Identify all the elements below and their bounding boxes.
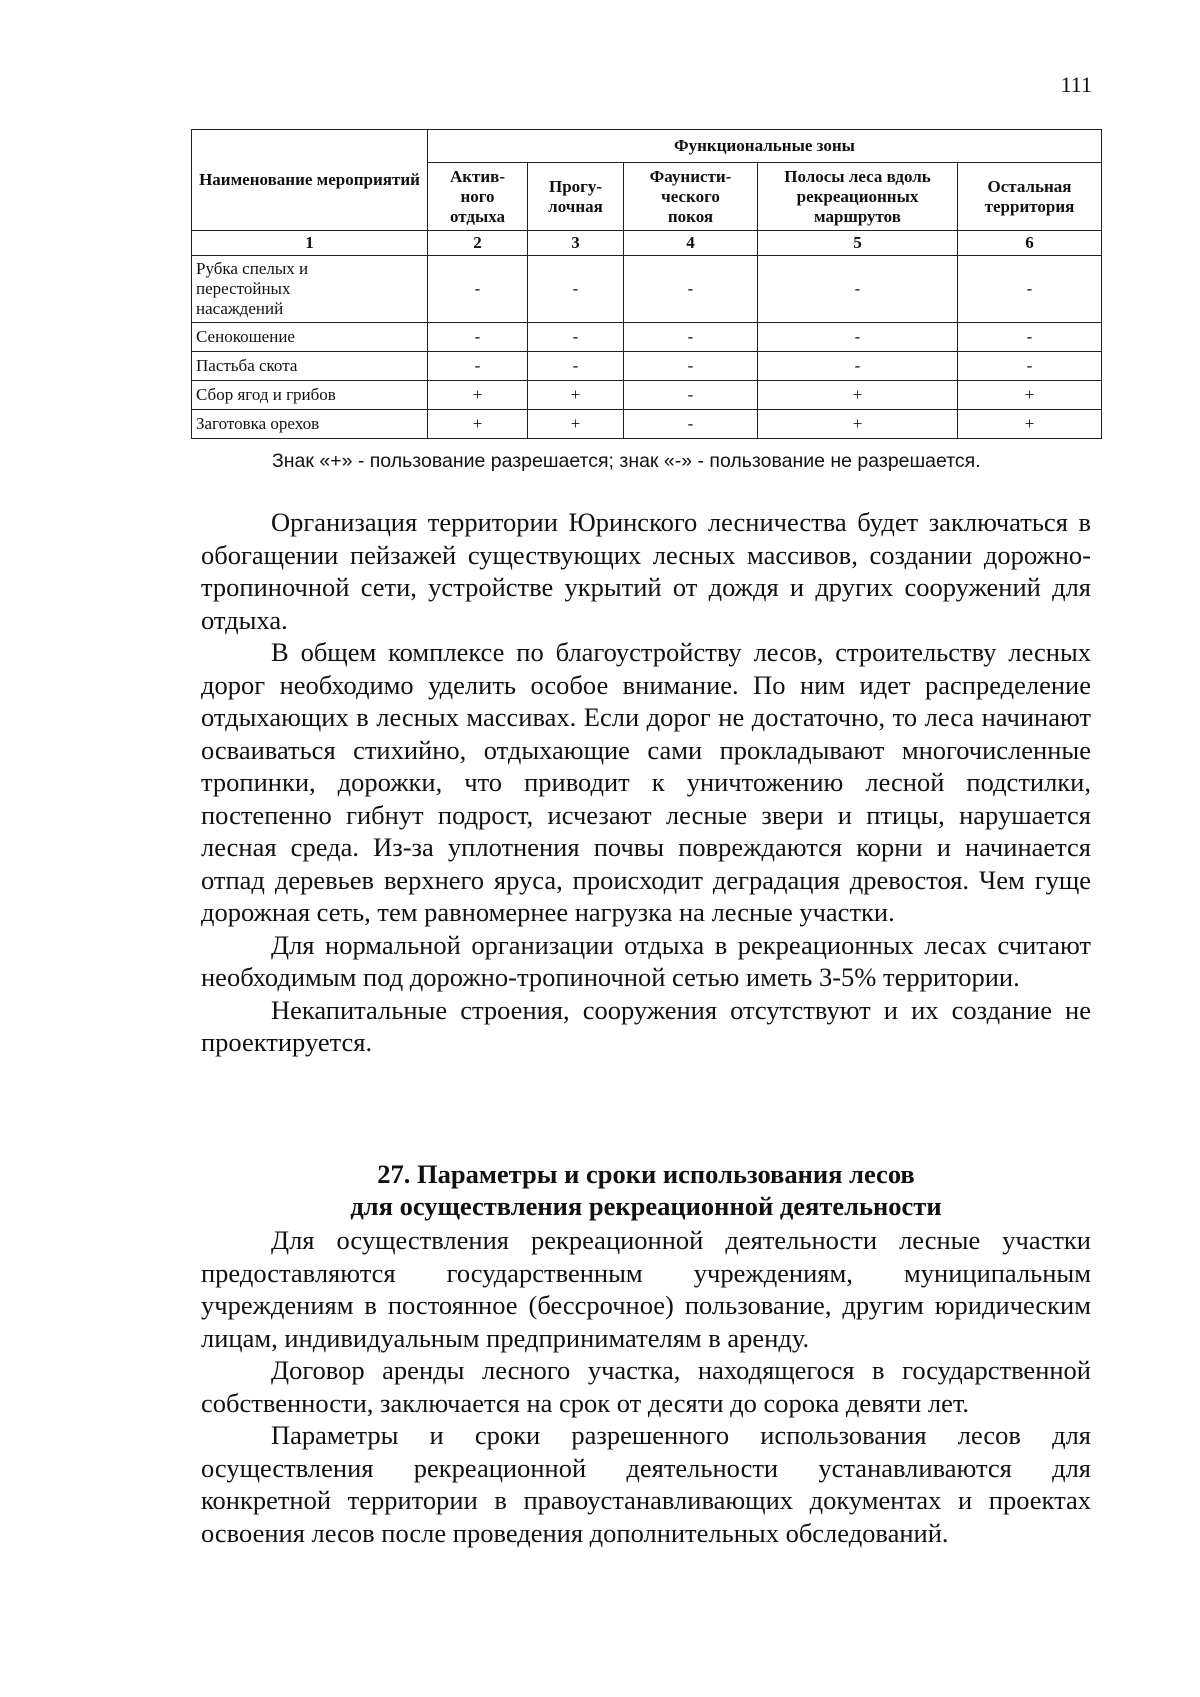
row-activity-name: Пастьба скота	[192, 352, 428, 381]
row-permission-value: -	[528, 323, 624, 352]
paragraph: Организация территории Юринского лесничества будет заключаться в обогащении пейзажей существующих лесных массивов, создании дорожно-тропиночной сети, устройстве укрытий от дождя и других сооружений для отдыха.	[201, 507, 1091, 635]
row-permission-value: -	[624, 410, 758, 439]
paragraph: Для осуществления рекреационной деятельности лесные участки предоставляются государственным учреждениям, муниципальным учреждениям в постоянное (бессрочное) пользование, другим юридическим лицам, индивидуальным предпринимателям в аренду.	[201, 1225, 1091, 1353]
body-text-top	[201, 506, 1091, 1059]
row-activity-name: Рубка спелых и перестойных насаждений	[192, 256, 428, 323]
table-row	[192, 323, 1102, 352]
functional-zones-table	[191, 129, 1102, 439]
table-row	[192, 352, 1102, 381]
table-row	[192, 410, 1102, 439]
header-functional-zones: Функциональные зоны	[428, 130, 1102, 163]
row-permission-value: +	[958, 381, 1102, 410]
column-number: 2	[428, 231, 528, 256]
row-permission-value: +	[958, 410, 1102, 439]
row-permission-value: -	[624, 381, 758, 410]
row-permission-value: +	[428, 410, 528, 439]
header-zone: Фаунисти- ческого покоя	[624, 163, 758, 231]
paragraph: Договор аренды лесного участка, находящегося в государственной собственности, заключается на срок от десяти до сорока девяти лет.	[201, 1355, 1091, 1418]
header-zone: Полосы леса вдоль рекреационных маршрутов	[758, 163, 958, 231]
row-permission-value: +	[528, 381, 624, 410]
row-permission-value: -	[758, 323, 958, 352]
section-heading-line2: для осуществления рекреационной деятельности	[350, 1191, 942, 1221]
row-permission-value: +	[758, 381, 958, 410]
table-legend: Знак «+» - пользование разрешается; знак «-» - пользование не разрешается.	[272, 450, 981, 472]
row-permission-value: +	[528, 410, 624, 439]
row-permission-value: -	[428, 352, 528, 381]
row-permission-value: -	[528, 256, 624, 323]
row-permission-value: +	[428, 381, 528, 410]
row-permission-value: -	[428, 323, 528, 352]
column-number: 1	[192, 231, 428, 256]
table-row	[192, 256, 1102, 323]
column-number: 5	[758, 231, 958, 256]
page-number: 111	[1060, 72, 1092, 97]
paragraph: В общем комплексе по благоустройству лесов, строительству лесных дорог необходимо уделить особое внимание. По ним идет распределение отдыхающих в лесных массивах. Если дорог не достаточно, то леса начинают осваиваться стихийно, отдыхающие сами прокладывают многочисленные тропинки, дорожки, что приводит к уничтожению лесной подстилки, постепенно гибнут подрост, исчезают лесные звери и птицы, нарушается лесная среда. Из-за уплотнения почвы повреждаются корни и начинается отпад деревьев верхнего яруса, происходит деградация древостоя. Чем гуще дорожная сеть, тем равномернее нагрузка на лесные участки.	[201, 637, 1091, 927]
row-permission-value: -	[958, 256, 1102, 323]
body-text-bottom	[201, 1224, 1091, 1549]
header-zone: Актив- ного отдыха	[428, 163, 528, 231]
row-permission-value: +	[758, 410, 958, 439]
header-activity-name: Наименование мероприятий	[192, 130, 428, 231]
row-permission-value: -	[758, 352, 958, 381]
row-permission-value: -	[428, 256, 528, 323]
section-heading	[201, 1158, 1091, 1222]
table-row	[192, 381, 1102, 410]
paragraph: Для нормальной организации отдыха в рекреационных лесах считают необходимым под дорожно-тропиночной сетью иметь 3-5% территории.	[201, 929, 1091, 992]
row-activity-name: Сбор ягод и грибов	[192, 381, 428, 410]
row-permission-value: -	[624, 256, 758, 323]
row-activity-name: Заготовка орехов	[192, 410, 428, 439]
row-permission-value: -	[624, 352, 758, 381]
row-permission-value: -	[528, 352, 624, 381]
header-zone: Остальная территория	[958, 163, 1102, 231]
column-number: 3	[528, 231, 624, 256]
paragraph: Параметры и сроки разрешенного использования лесов для осуществления рекреационной деятельности устанавливаются для конкретной территории в правоустанавливающих документах и проектах освоения лесов после проведения дополнительных обследований.	[201, 1420, 1091, 1548]
row-activity-name: Сенокошение	[192, 323, 428, 352]
row-permission-value: -	[624, 323, 758, 352]
column-number: 4	[624, 231, 758, 256]
row-permission-value: -	[758, 256, 958, 323]
column-number: 6	[958, 231, 1102, 256]
paragraph: Некапитальные строения, сооружения отсутствуют и их создание не проектируется.	[201, 994, 1091, 1057]
section-heading-line1: 27. Параметры и сроки использования лесов	[377, 1159, 915, 1189]
row-permission-value: -	[958, 323, 1102, 352]
row-permission-value: -	[958, 352, 1102, 381]
header-zone: Прогу- лочная	[528, 163, 624, 231]
